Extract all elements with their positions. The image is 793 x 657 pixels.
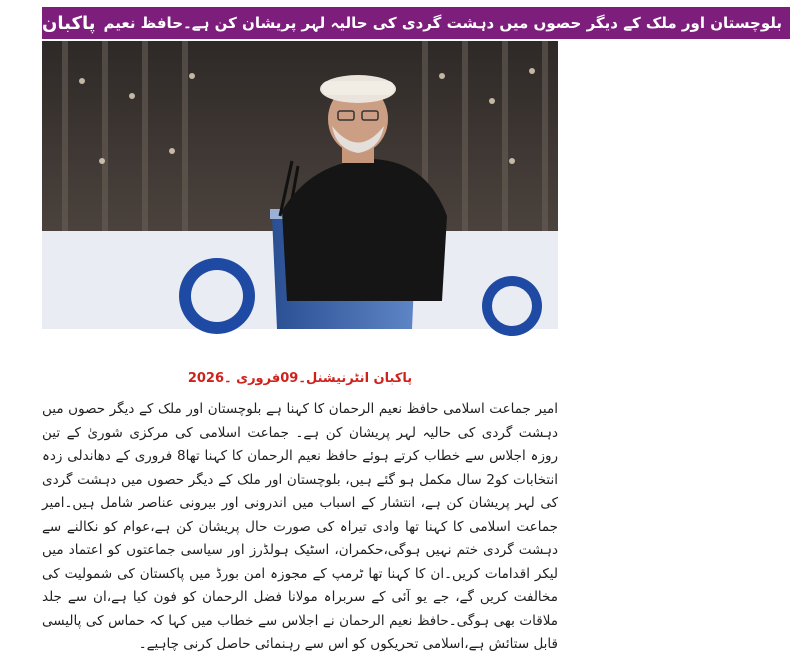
speaker-photo [42, 41, 558, 329]
article-body: امیر جماعت اسلامی حافظ نعیم الرحمان کا کہنا ہے بلوچستان اور ملک کے دیگر حصوں میں دہشت گردی کی حالیہ لہر پریشان کن ہے۔ جماعت اسلامی کی مرکزی شوریٰ کے تین روزہ اجلاس سے خطاب کرتے ہوئے حافظ نعیم الرحمان کا کہنا تھا8 فروری کے دھاندلی زدہ انتخابات کو2 سال مکمل ہو گئے ہیں، بلوچستان اور ملک کے دیگر حصوں میں دہشت گردی کی لہر پریشان کن ہے، انتشار کے اسباب میں اندرونی اور بیرونی عناصر شامل ہیں۔امیر جماعت اسلامی کا کہنا تھا وادی تیراہ کی صورت حال پریشان کن ہے،عوام کو نکالنے سے دہشت گردی ختم نہیں ہوگی،حکمران، اسٹیک ہولڈرز اور سیاسی جماعتوں کو اعتماد میں لیکر اقدامات کریں۔ان کا کہنا تھا ٹرمپ کے مجوزہ امن بورڈ میں پاکستان کی شمولیت کی مخالفت کریں گے، جے یو آئی کے سربراہ مولانا فضل الرحمان کو فون کیا ہے،ان سے جلد ملاقات بھی ہوگی۔حافظ نعیم الرحمان نے اجلاس سے خطاب میں کہا کہ حماس کی پالیسی قابل ستائش ہے،اسلامی تحریکوں کو اس سے رہنمائی حاصل کرنی چاہیے۔ [42, 401, 558, 652]
dateline: پاکبان انٹرنیشنل۔09فروری ۔2026 [187, 371, 413, 386]
news-photo [42, 41, 558, 329]
header-bar [42, 7, 783, 39]
brand-logo: پاکبان [42, 7, 95, 39]
headline: بلوچستان اور ملک کے دیگر حصوں میں دہشت گردی کی حالیہ لہر پریشان کن ہے۔حافظ نعیم [95, 7, 793, 39]
